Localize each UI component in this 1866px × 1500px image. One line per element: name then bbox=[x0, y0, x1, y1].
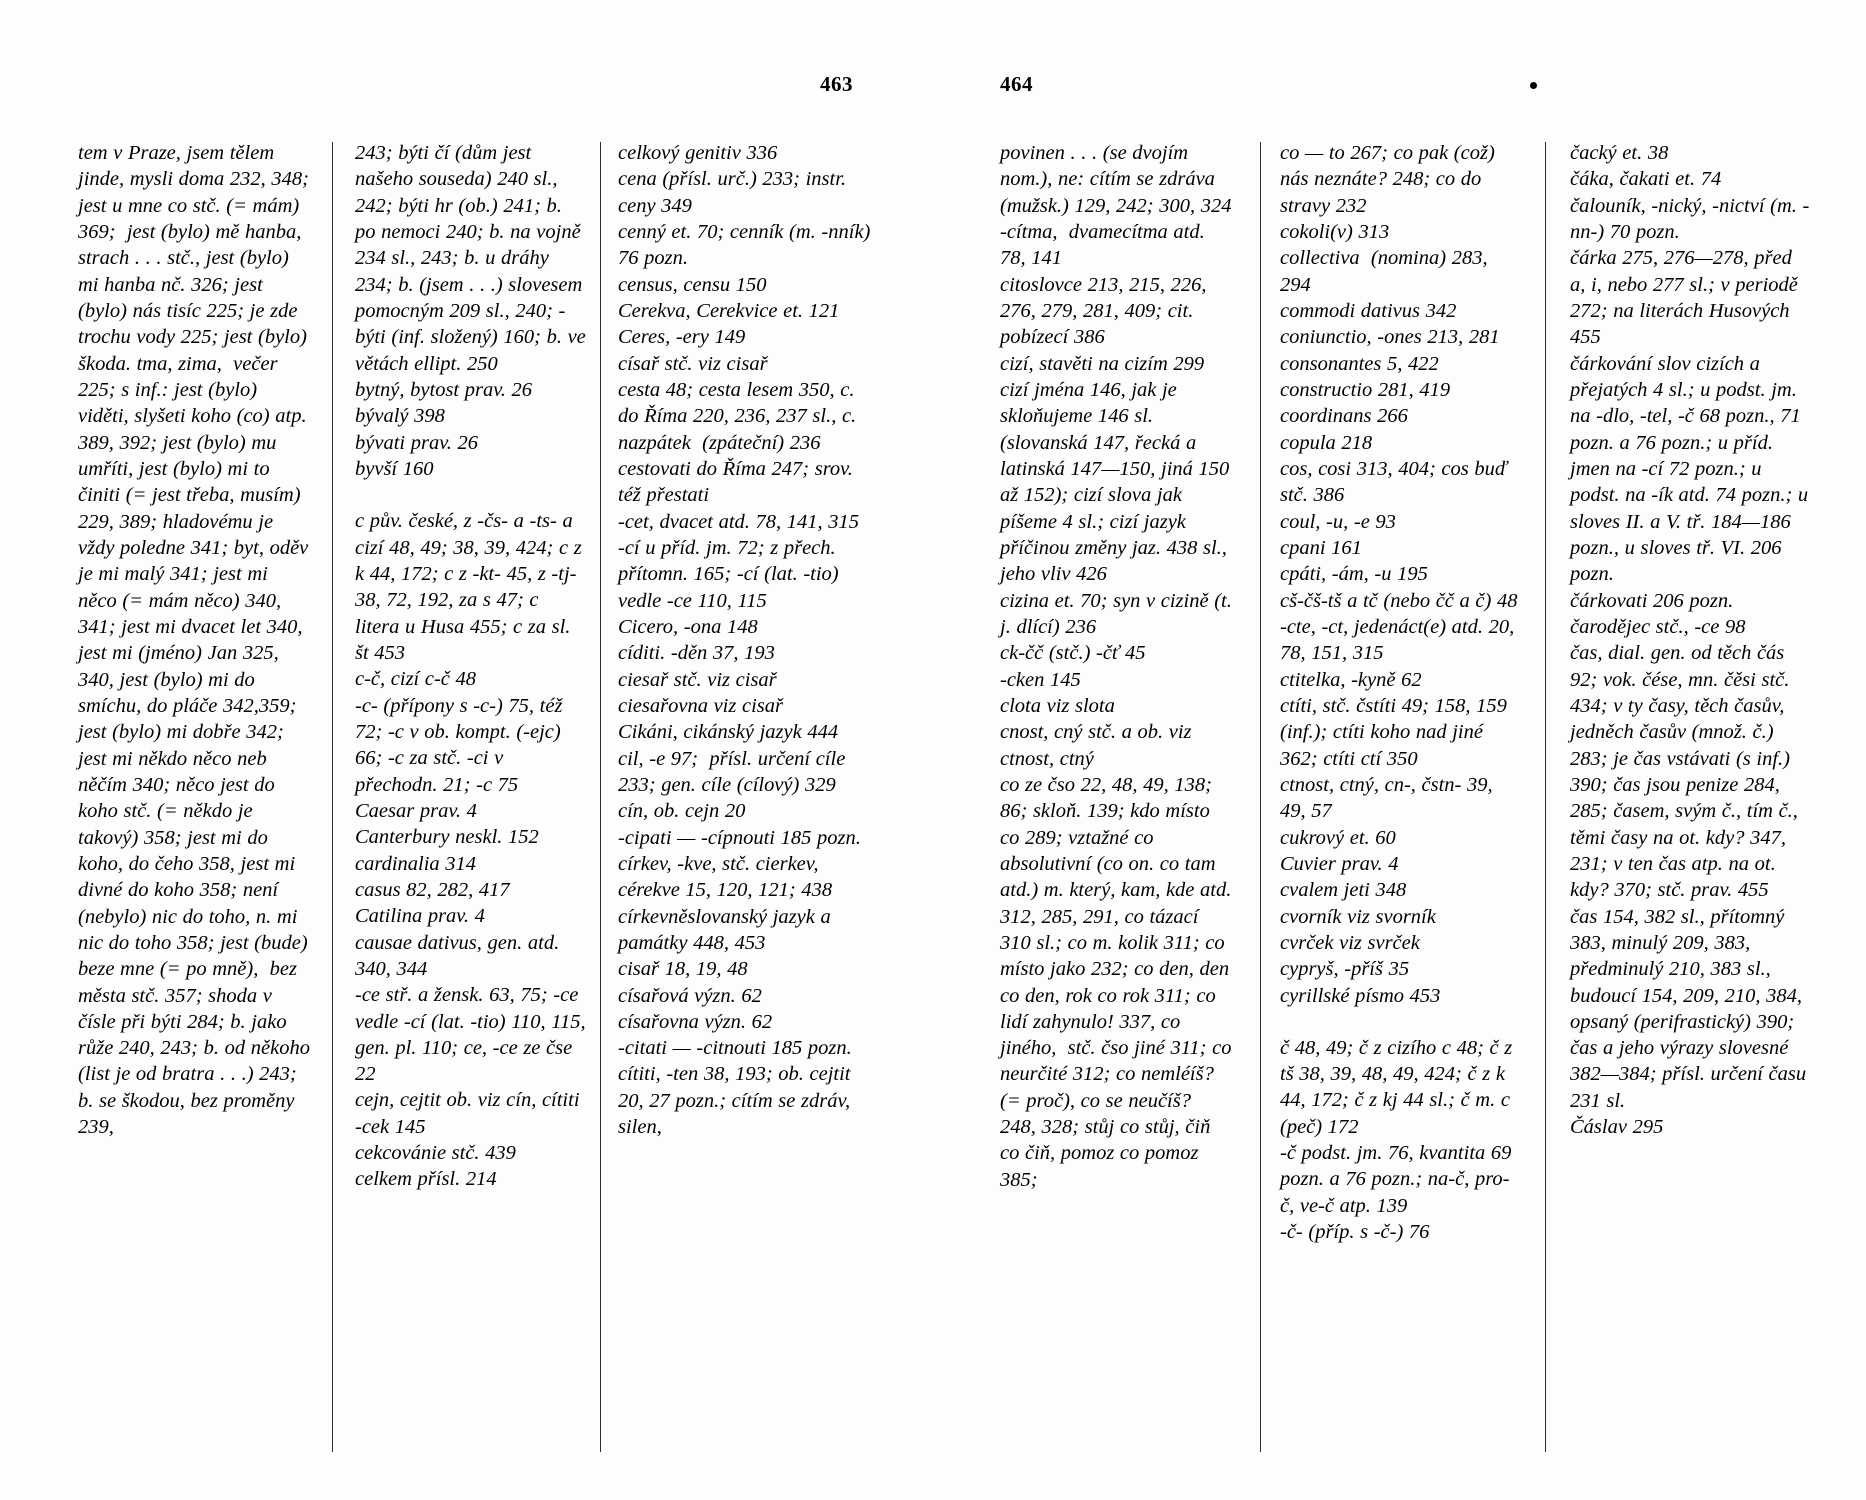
index-entry: coordinans 266 bbox=[1280, 405, 1408, 428]
index-entry: ck-čč (stč.) -čť 45 bbox=[1000, 642, 1146, 665]
index-entry: casus 82, 282, 417 bbox=[355, 878, 510, 901]
index-entry: cejn, cejtit ob. viz cín, cítiti bbox=[355, 1089, 580, 1112]
index-entry: cardinalia 314 bbox=[355, 852, 477, 875]
index-entry: -cte, -ct, jedenáct(e) atd. 20, 78, 151, 315 bbox=[1280, 615, 1520, 665]
index-entry: Catilina prav. 4 bbox=[355, 905, 485, 928]
index-entry: celkový genitiv 336 bbox=[618, 142, 778, 164]
index-entry: Cerekva, Cerekvice et. 121 bbox=[618, 299, 840, 322]
index-entry: cín, ob. cejn 20 bbox=[618, 800, 746, 823]
index-entry: co — to 267; co pak (což) nás neznáte? 248; co do stravy 232 bbox=[1280, 142, 1501, 217]
index-entry: cnost, cný stč. a ob. viz ctnost, ctný bbox=[1000, 721, 1198, 770]
index-entry: bytný, bytost prav. 26 bbox=[355, 378, 533, 401]
folio-right: 464 bbox=[1000, 72, 1033, 96]
index-entry: cítiti, -ten 38, 193; ob. cejtit 20, 27 pozn.; cítím se zdráv, silen, bbox=[618, 1063, 857, 1139]
index-entry: causae dativus, gen. atd. 340, 344 bbox=[355, 931, 565, 980]
index-column-col-464-b bbox=[1280, 140, 1520, 1245]
index-entry: čas 154, 382 sl., přítomný 383, minulý 209, 383, předminulý 210, 383 sl., budoucí 154, 209, 210, 384, opsaný (perifrastický) 390; čas a jeho výrazy slovesné 382—384; přísl. určení času 231 sl. bbox=[1570, 905, 1812, 1112]
index-entry: Ceres, -ery 149 bbox=[618, 326, 746, 349]
entry-separator bbox=[355, 482, 587, 508]
index-entry: c-č, cizí c-č 48 bbox=[355, 668, 477, 691]
index-entry: cpani 161 bbox=[1280, 536, 1362, 559]
index-entry: cenný et. 70; cenník (m. -nník) 76 pozn. bbox=[618, 220, 876, 270]
index-entry: čarodějec stč., -ce 98 bbox=[1570, 615, 1746, 638]
index-entry: církevněslovanský jazyk a památky 448, 453 bbox=[618, 905, 837, 954]
index-column-col-464-c bbox=[1570, 140, 1814, 1140]
index-entry: -cipati — -cípnouti 185 pozn. bbox=[618, 826, 861, 849]
index-entry: 243; býti čí (dům jest našeho souseda) 240 sl., 242; býti hr (ob.) 241; b. po nemoci 240; b. na vojně 234 sl., 243; b. u dráhy 234; b. (jsem . . .) slovesem pomocným 209 sl., 240; -býti (inf. složený) 160; b. ve větách ellipt. 250 bbox=[355, 142, 592, 375]
index-entry: Čáslav 295 bbox=[1570, 1116, 1664, 1139]
index-entry: -cítma, dvamecítma atd. 78, 141 bbox=[1000, 220, 1211, 270]
index-entry: povinen . . . (se dvojím nom.), ne: cítím se zdráva (mužsk.) 129, 242; 300, 324 bbox=[1000, 142, 1232, 217]
index-entry: -c- (přípony s -c-) 75, též 72; -c v ob. kompt. (-ejc) 66; -c za stč. -ci v přechodn. 21; -c 75 bbox=[355, 694, 569, 796]
index-entry: -cek 145 bbox=[355, 1115, 426, 1138]
index-entry: Cuvier prav. 4 bbox=[1280, 852, 1399, 875]
index-entry: commodi dativus 342 bbox=[1280, 299, 1457, 322]
index-entry: co ze čso 22, 48, 49, 138; 86; skloň. 139; kdo místo co 289; vztažné co absolutivní (co on. co tam atd.) m. který, kam, kde atd. 312, 285, 291, co tázací 310 sl.; co m. kolik 311; co místo jako 232; co den, den co den, rok co rok 311; co lidí zahynulo! 337, co jiného, stč. čso jiné 311; co neurčité 312; co nemléíš? (= proč), co se neučíš? 248, 328; stůj co stůj, čiň co čiň, pomoz co pomoz 385; bbox=[1000, 773, 1238, 1191]
index-entry: -č- (příp. s -č-) 76 bbox=[1280, 1221, 1430, 1244]
index-entry: cukrový et. 60 bbox=[1280, 826, 1396, 849]
index-entry: constructio 281, 419 bbox=[1280, 378, 1451, 401]
index-columns bbox=[0, 140, 1866, 1480]
index-entry: čárka 275, 276—278, před a, i, nebo 277 sl.; v periodě 272; na literách Husových 455 bbox=[1570, 247, 1804, 349]
index-entry: cš-čš-tš a tč (nebo čč a č) 48 bbox=[1280, 589, 1518, 612]
index-entry: -ce stř. a žensk. 63, 75; -ce vedle -cí (lat. -tio) 110, 115, gen. pl. 110; ce, -ce ze čse 22 bbox=[355, 984, 592, 1086]
index-entry: cpáti, -ám, -u 195 bbox=[1280, 563, 1428, 586]
index-entry: tem v Praze, jsem tělem jinde, mysli doma 232, 348; jest u mne co stč. (= mám) 369; jest (bylo) mě hanba, strach . . . stč., jest (bylo) mi hanba nč. 326; jest (bylo) nás tisíc 225; je zde trochu vody 225; jest (bylo) škoda. tma, zima, večer 225; s inf.: jest (bylo) viděti, slyšeti koho (co) atp. 389, 392; jest (bylo) mu umříti, jest (bylo) mi to činiti (= jest třeba, musím) 229, 389; hladovému je vždy poledne 341; byt, oděv je mi malý 341; jest mi něco (= mám něco) 340, 341; jest mi dvacet let 340, jest mi (jméno) Jan 325, 340, jest (bylo) mi do smíchu, do pláče 342,359; jest (bylo) mi dobře 342; jest mi někdo něco neb něčím 340; něco jest do koho stč. (= někdo je takový) 358; jest mi do koho, do čeho 358, jest mi divné do koho 358; není (nebylo) nic do toho, n. mi nic do toho 358; jest (bude) beze mne (= po mně), bez města stč. 357; shoda v čísle při býti 284; b. jako růže 240, 243; b. od někoho (list je od bratra . . .) 243; b. se škodou, bez proměny 239, bbox=[78, 142, 316, 1139]
page-marker-dot bbox=[1530, 82, 1537, 89]
index-entry: čas, dial. gen. od těch čás 92; vok. čése, mn. čěsi stč. 434; v ty časy, těch časův, jedněch časův (množ. č.) 283; je čas vstávati (s inf.) 390; čas jsou penize 284, 285; časem, svým č., tím č., těmi časy na ot. kdy? 347, 231; v ten čas atp. na ot. kdy? 370; stč. prav. 455 bbox=[1570, 642, 1804, 902]
index-entry: bývati prav. 26 bbox=[355, 431, 479, 454]
index-column-col-463-b bbox=[355, 140, 592, 1193]
index-entry: cypryš, -příš 35 bbox=[1280, 958, 1410, 981]
index-entry: -cken 145 bbox=[1000, 668, 1081, 691]
index-entry: císař stč. viz cisař bbox=[618, 352, 768, 375]
index-entry: consonantes 5, 422 bbox=[1280, 352, 1439, 375]
index-entry: -citati — -citnouti 185 pozn. bbox=[618, 1037, 852, 1060]
index-entry: ctíti, stč. čstíti 49; 158, 159 (inf.); ctíti koho nad jiné 362; ctíti ctí 350 bbox=[1280, 694, 1513, 770]
index-entry: cil, -e 97; přísl. určení cíle 233; gen. cíle (cílový) 329 bbox=[618, 747, 851, 796]
index-entry: Cikáni, cikánský jazyk 444 bbox=[618, 721, 839, 744]
index-entry: čárkovati 206 pozn. bbox=[1570, 589, 1734, 612]
index-entry: cestovati do Říma 247; srov. též přestati bbox=[618, 457, 859, 507]
index-entry: cizí jména 146, jak je skloňujeme 146 sl. (slovanská 147, řecká a latinská 147—150, jiná 150 až 152); cizí slova jak píšeme 4 sl.; cizí jazyk příčinou změny jaz. 438 sl., jeho vliv 426 bbox=[1000, 378, 1235, 586]
index-entry: čacký et. 38 bbox=[1570, 142, 1669, 164]
index-entry: Canterbury neskl. 152 bbox=[355, 826, 539, 849]
index-entry: cvalem jeti 348 bbox=[1280, 879, 1407, 902]
index-entry: cvorník viz svorník bbox=[1280, 905, 1436, 928]
index-entry: coul, -u, -e 93 bbox=[1280, 510, 1396, 533]
index-entry: cena (přísl. urč.) 233; instr. ceny 349 bbox=[618, 168, 852, 217]
index-entry: čalouník, -nický, -nictví (m. -nn-) 70 pozn. bbox=[1570, 194, 1810, 243]
index-entry: clota viz slota bbox=[1000, 694, 1115, 717]
index-entry: císařová význ. 62 bbox=[618, 984, 762, 1007]
index-entry: -č podst. jm. 76, kvantita 69 pozn. a 76 pozn.; na-č, pro-č, ve-č atp. 139 bbox=[1280, 1142, 1518, 1217]
index-entry: cizina et. 70; syn v cizině (t. j. dlící) 236 bbox=[1000, 589, 1238, 638]
index-entry: čáka, čakati et. 74 bbox=[1570, 168, 1722, 191]
index-entry: census, censu 150 bbox=[618, 273, 767, 296]
index-entry: cisař 18, 19, 48 bbox=[618, 958, 748, 981]
index-entry: č 48, 49; č z cizího c 48; č z tš 38, 39, 48, 49, 424; č z k 44, 172; č z kj 44 sl.; č m. c (peč) 172 bbox=[1280, 1036, 1518, 1138]
index-column-col-464-a bbox=[1000, 140, 1238, 1193]
entry-separator bbox=[1280, 1009, 1520, 1035]
index-entry: cizí, stavěti na cizím 299 bbox=[1000, 352, 1205, 375]
index-entry: copula 218 bbox=[1280, 431, 1373, 454]
index-entry: Cicero, -ona 148 bbox=[618, 615, 758, 638]
index-entry: ciesař stč. viz cisař bbox=[618, 668, 777, 691]
index-entry: celkem přísl. 214 bbox=[355, 1168, 497, 1191]
index-entry: c pův. české, z -čs- a -ts- a cizí 48, 49; 38, 39, 424; c z k 44, 172; c z -kt- 45, z -tj- 38, 72, 192, za s 47; c litera u Husa 455; c za sl. št 453 bbox=[355, 510, 588, 664]
index-column-col-463-c bbox=[618, 140, 876, 1140]
index-entry: cvrček viz svrček bbox=[1280, 931, 1420, 954]
index-entry: cokoli(v) 313 bbox=[1280, 220, 1390, 243]
index-entry: cesta 48; cesta lesem 350, c. do Říma 220, 236, 237 sl., c. nazpátek (zpáteční) 236 bbox=[618, 378, 862, 454]
index-entry: cos, cosi 313, 404; cos buď stč. 386 bbox=[1280, 457, 1513, 507]
folio-left: 463 bbox=[820, 72, 853, 96]
index-entry: coniunctio, -ones 213, 281 bbox=[1280, 326, 1500, 349]
index-entry: císařovna význ. 62 bbox=[618, 1010, 773, 1033]
index-entry: ctnost, ctný, cn-, čstn- 39, 49, 57 bbox=[1280, 773, 1499, 823]
index-entry: ctitelka, -kyně 62 bbox=[1280, 668, 1422, 691]
index-entry: collectiva (nomina) 283, 294 bbox=[1280, 247, 1494, 296]
index-entry: -cí u příd. jm. 72; z přech. přítomn. 165; -cí (lat. -tio) vedle -ce 110, 115 bbox=[618, 536, 845, 612]
page-header bbox=[0, 72, 1866, 100]
index-entry: Caesar prav. 4 bbox=[355, 799, 477, 822]
index-entry: cekcovánie stč. 439 bbox=[355, 1142, 516, 1165]
index-entry: byvší 160 bbox=[355, 457, 434, 480]
index-entry: cyrillské písmo 453 bbox=[1280, 984, 1441, 1007]
index-entry: -cet, dvacet atd. 78, 141, 315 bbox=[618, 510, 860, 533]
index-entry: církev, -kve, stč. cierkev, cérekve 15, 120, 121; 438 bbox=[618, 852, 833, 902]
index-entry: cíditi. -děn 37, 193 bbox=[618, 642, 775, 665]
index-entry: ciesařovna viz cisař bbox=[618, 694, 783, 717]
index-entry: bývalý 398 bbox=[355, 405, 445, 428]
index-column-col-463-a bbox=[78, 140, 316, 1140]
index-entry: čárkování slov cizích a přejatých 4 sl.; u podst. jm. na -dlo, -tel, -č 68 pozn., 71 pozn. a 76 pozn.; u příd. jmen na -cí 72 pozn.; u podst. na -ík atd. 74 pozn.; u sloves II. a V. tř. 184—186 pozn., u sloves tř. VI. 206 pozn. bbox=[1570, 352, 1814, 586]
index-entry: citoslovce 213, 215, 226, 276, 279, 281, 409; cit. pobízecí 386 bbox=[1000, 273, 1213, 349]
